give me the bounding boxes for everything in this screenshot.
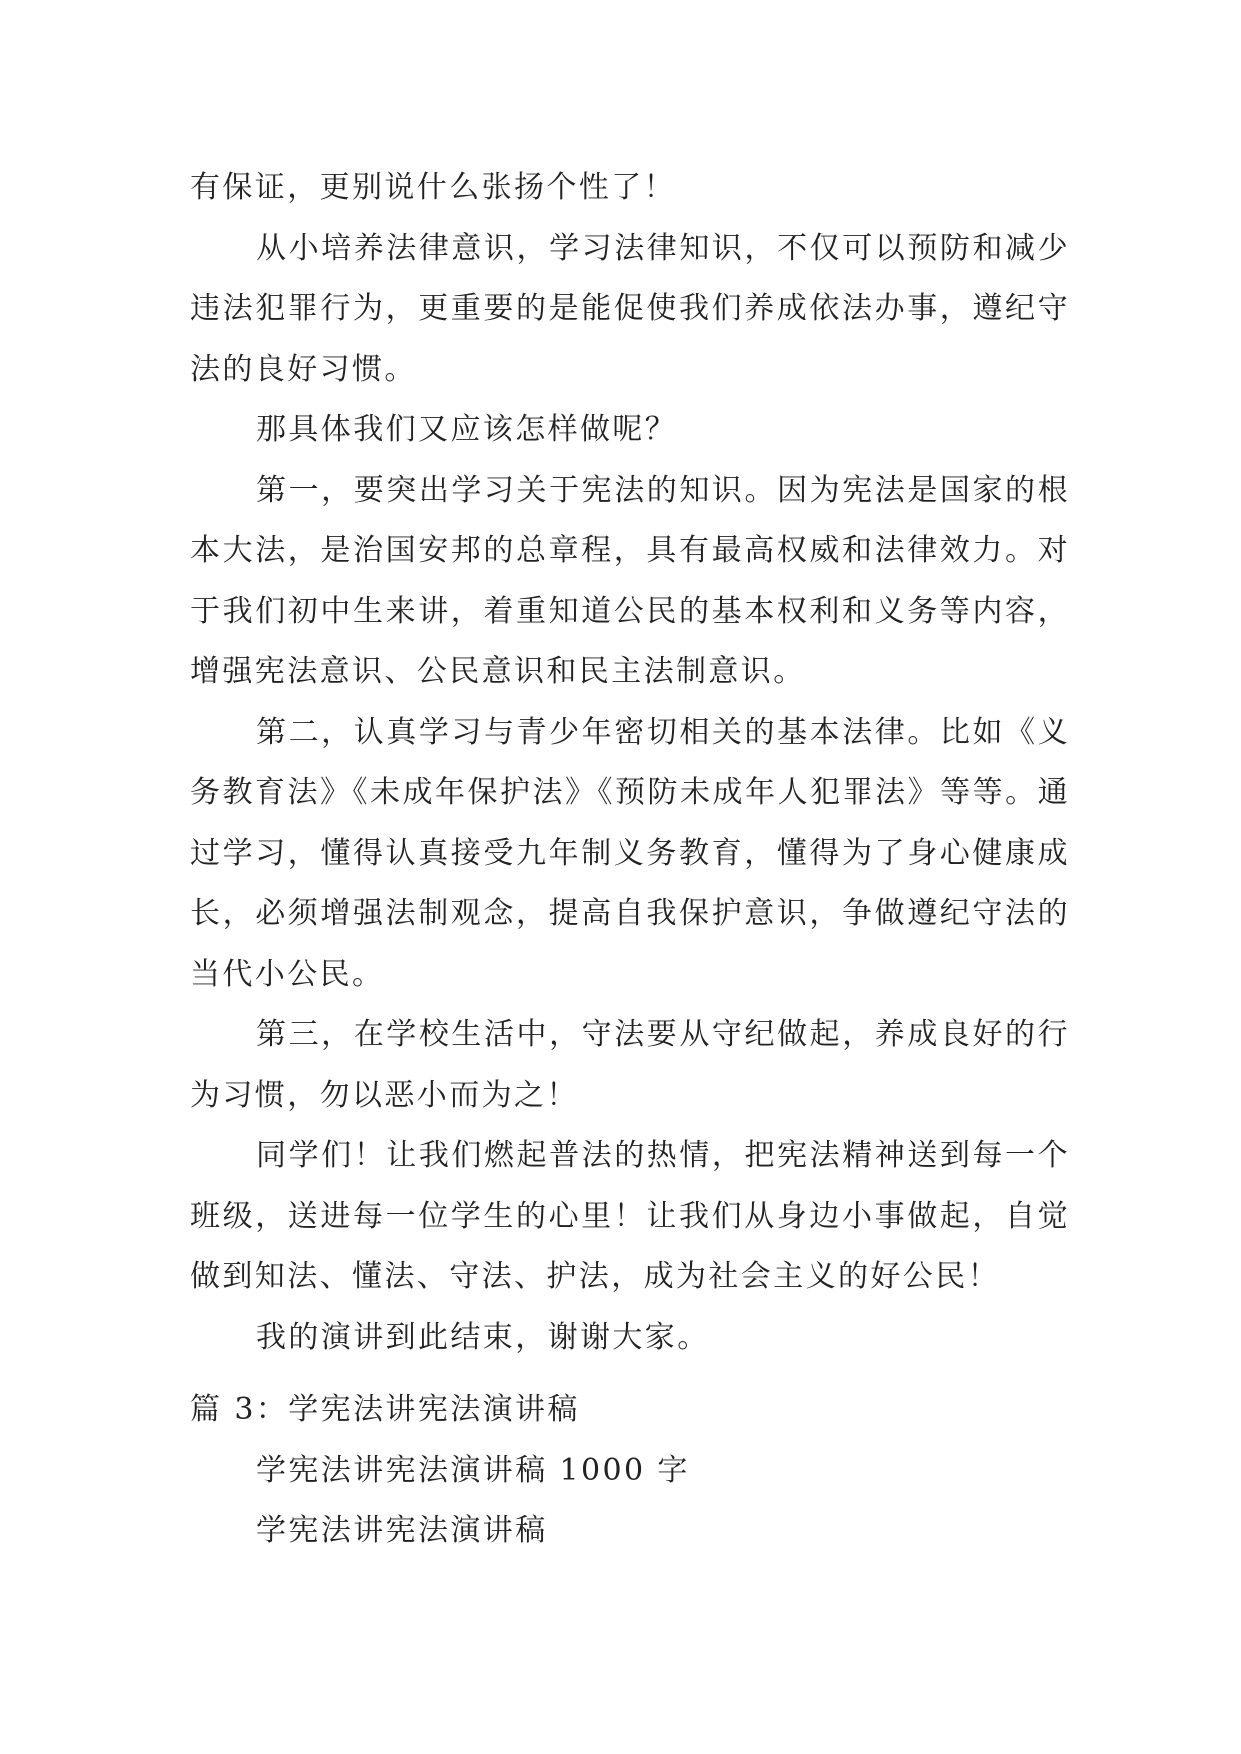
section-heading: 篇 3：学宪法讲宪法演讲稿: [190, 1392, 580, 1427]
paragraph-closing: 我的演讲到此结束，谢谢大家。: [256, 1319, 710, 1355]
paragraph-call-to-action: 同学们！让我们燃起普法的热情，把宪法精神送到每一个班级，送进每一位学生的心里！让我们从身边小事做起，自觉做到知法、懂法、守法、护法，成为社会主义的好公民！: [190, 1138, 1070, 1294]
paragraph-third-point: 第三，在学校生活中，守法要从守纪做起，养成良好的行为习惯，勿以恶小而为之！: [190, 1017, 1070, 1113]
next-section: [190, 1380, 1070, 1562]
paragraph-question: 那具体我们又应该怎样做呢？: [256, 412, 678, 447]
paragraph-second-point: 第二，认真学习与青少年密切相关的基本法律。比如《义务教育法》《未成年保护法》《预防未成年人犯罪法》等等。通过学习，懂得认真接受九年制义务教育，懂得为了身心健康成长，必须增强法制观念，提高自我保护意识，争做遵纪守法的当代小公民。: [190, 714, 1070, 992]
section-title-repeat: 学宪法讲宪法演讲稿: [256, 1513, 548, 1548]
paragraph-continuation: 有保证，更别说什么张扬个性了！: [190, 170, 676, 205]
paragraph-first-point: 第一，要突出学习关于宪法的知识。因为宪法是国家的根本大法，是治国安邦的总章程，具有最高权威和法律效力。对于我们初中生来讲，着重知道公民的基本权利和义务等内容，增强宪法意识、公民意识和民主法制意识。: [190, 472, 1070, 689]
body-text: [190, 158, 1070, 1368]
paragraph-legal-awareness: 从小培养法律意识，学习法律知识，不仅可以预防和减少违法犯罪行为，更重要的是能促使我们养成依法办事，遵纪守法的良好习惯。: [190, 230, 1070, 387]
section-subtitle: 学宪法讲宪法演讲稿 1000 字: [256, 1452, 690, 1488]
